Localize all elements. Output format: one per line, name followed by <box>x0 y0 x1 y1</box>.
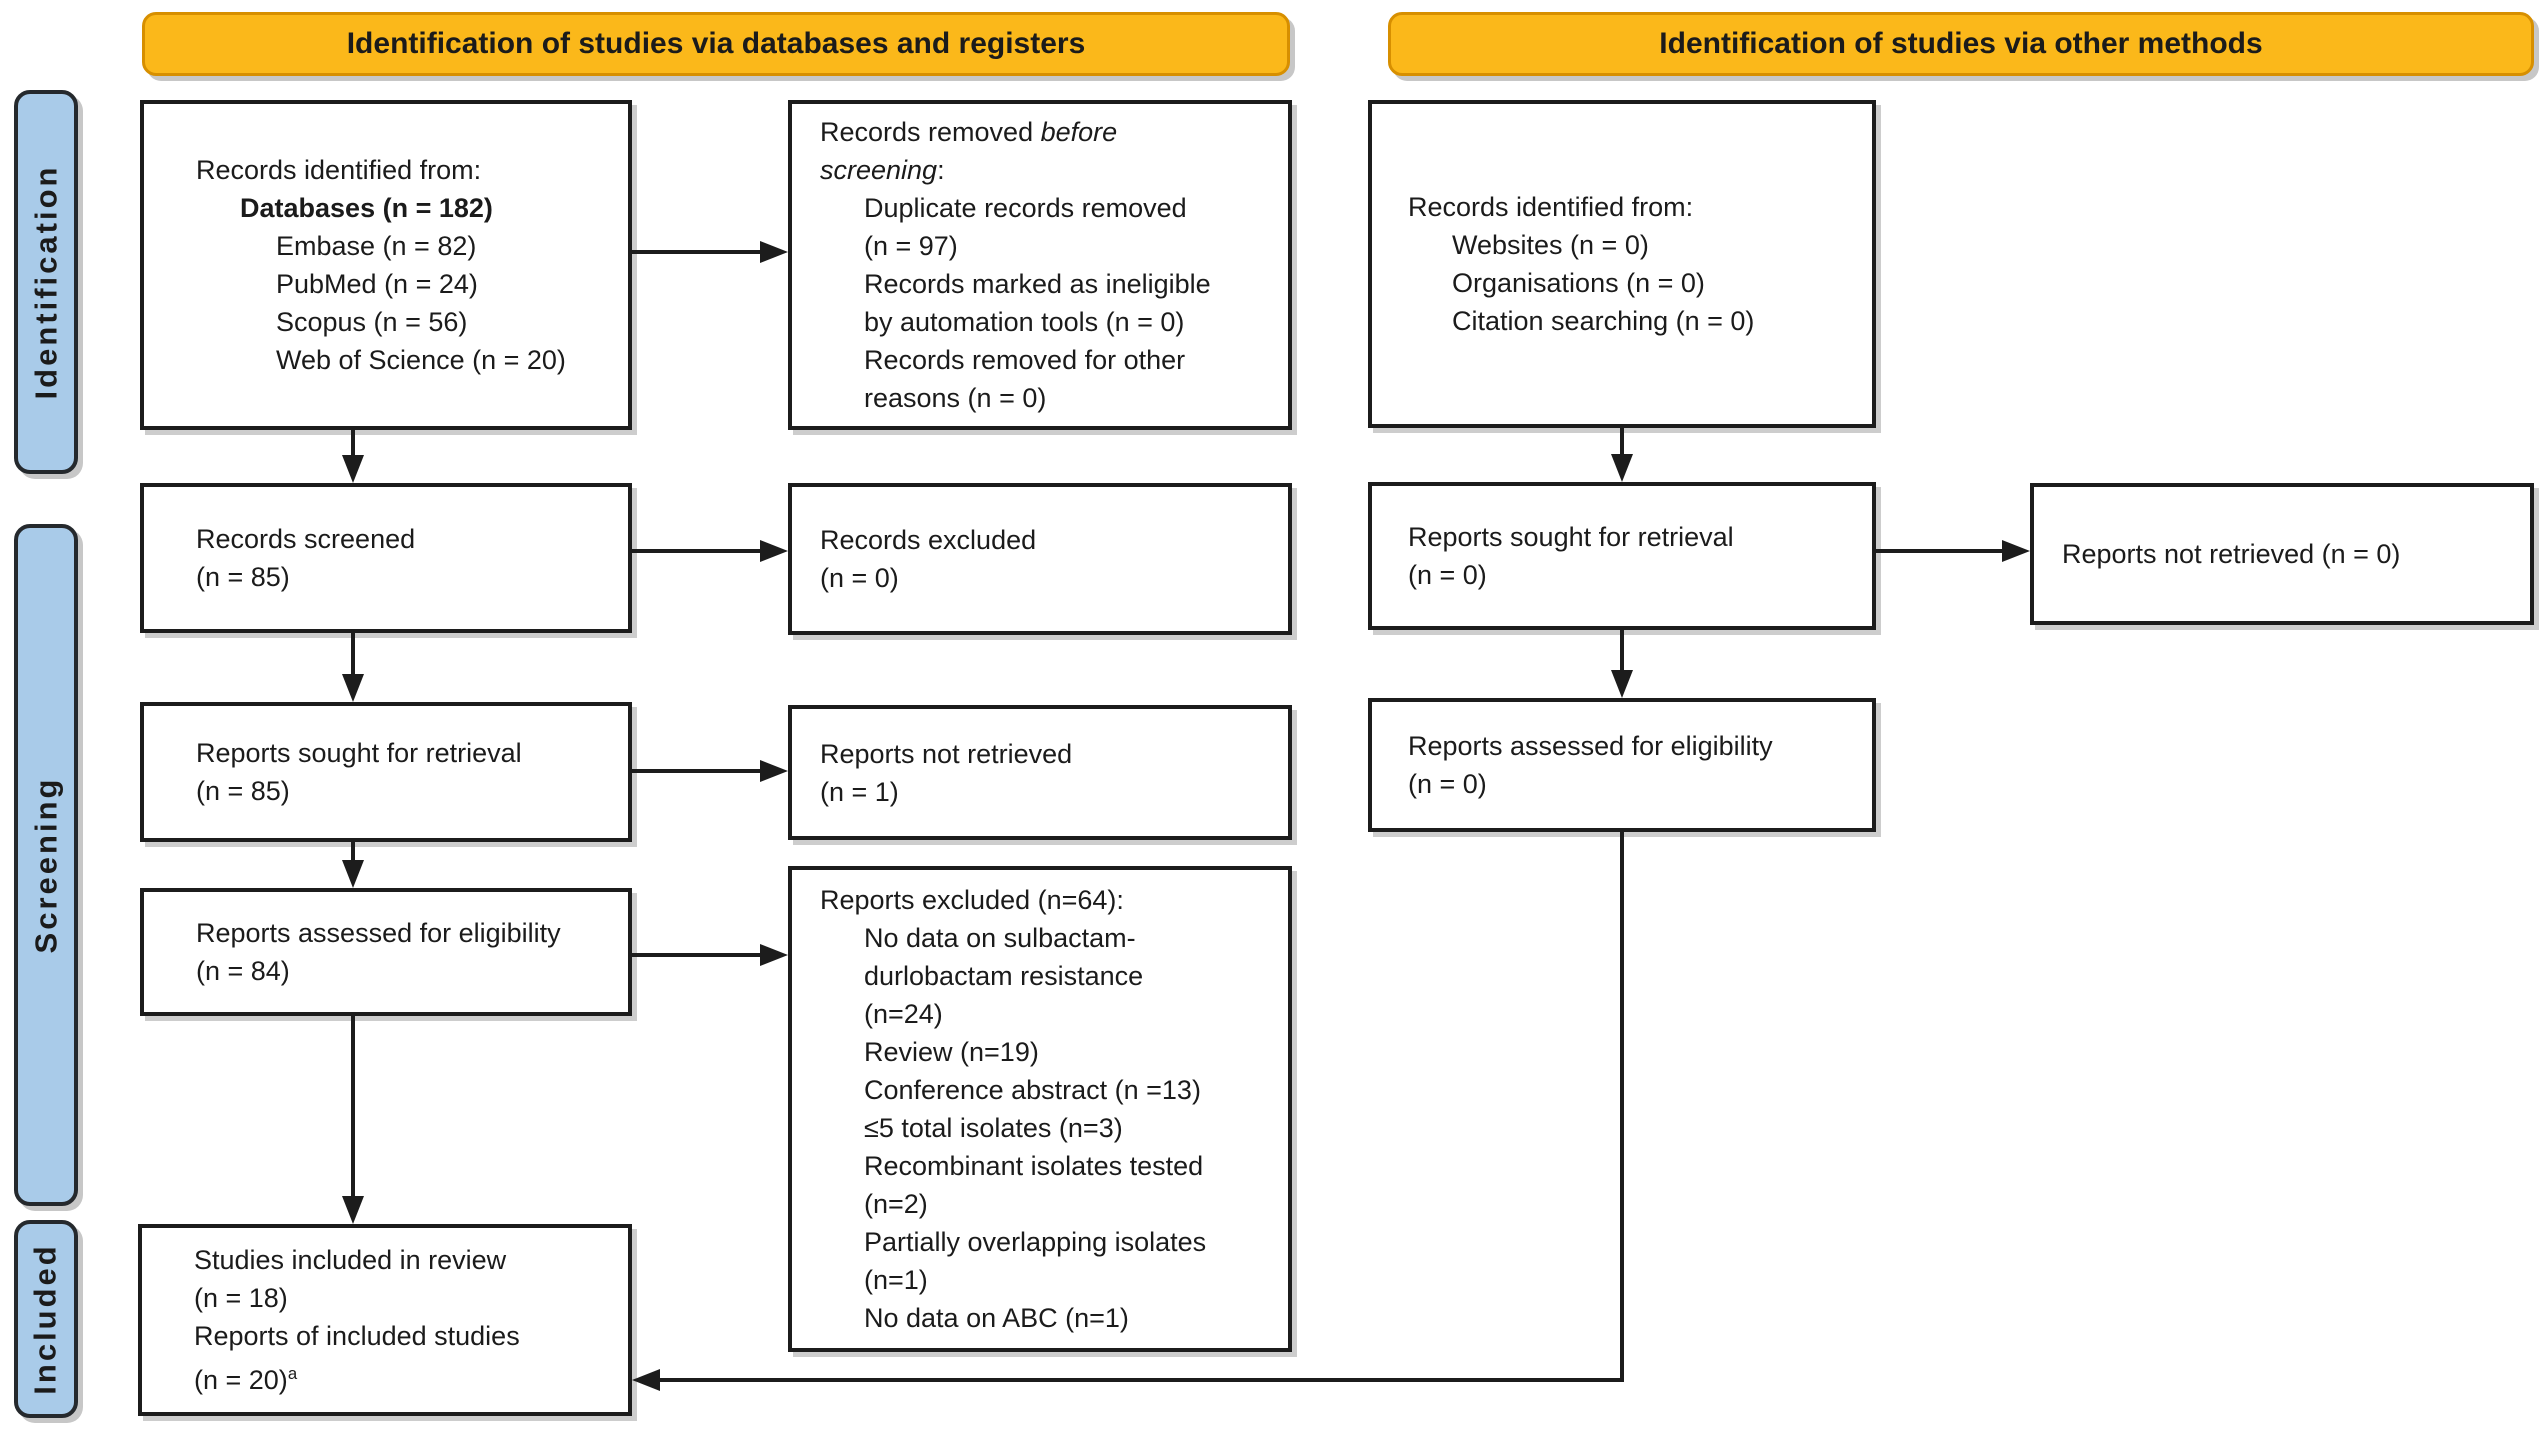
box-text-line: Scopus (n = 56) <box>276 307 468 337</box>
box-text-line: Reports assessed for eligibility <box>1408 731 1773 761</box>
box-text-line: (n = 18) <box>194 1283 288 1313</box>
box-text-line: Reports not retrieved (n = 0) <box>2062 539 2401 569</box>
arrow-other-sought-to-assessed <box>1611 630 1633 698</box>
box-text-line: reasons (n = 0) <box>864 383 1047 413</box>
box-text-line: Duplicate records removed <box>864 193 1187 223</box>
banner-other-methods-label: Identification of studies via other methods <box>1659 27 2263 60</box>
arrow-identified-to-screened <box>342 430 364 483</box>
box-text-line: screening: <box>820 155 945 185</box>
box-text-line: Databases (n = 182) <box>240 193 493 223</box>
box-text-line: Records identified from: <box>1408 192 1694 222</box>
box-text-line: Records removed for other <box>864 345 1186 375</box>
arrow-assessed-to-included <box>342 1016 364 1224</box>
box-text-line: (n=1) <box>864 1265 928 1295</box>
arrow-sought-to-assessed <box>342 842 364 888</box>
arrow-other-assessed-to-included <box>632 832 1622 1391</box>
box-text-line: Partially overlapping isolates <box>864 1227 1207 1257</box>
box-text-line: Citation searching (n = 0) <box>1452 306 1755 336</box>
box-text-line: (n=2) <box>864 1189 928 1219</box>
box-text-line: Recombinant isolates tested <box>864 1151 1204 1181</box>
box-text-line: PubMed (n = 24) <box>276 269 478 299</box>
box-text-line: No data on sulbactam- <box>864 923 1136 953</box>
box-text-line: Records marked as ineligible <box>864 269 1211 299</box>
box-text-line: (n = 0) <box>1408 560 1487 590</box>
box-text-line: Reports not retrieved <box>820 738 1073 769</box>
box-text-line: No data on ABC (n=1) <box>864 1303 1129 1333</box>
box-text-line: (n=24) <box>864 999 943 1029</box>
box-text-line: Records excluded <box>820 525 1037 555</box>
arrow-assessed-to-reports-excluded <box>632 944 788 966</box>
box-text-line: Conference abstract (n =13) <box>864 1075 1201 1105</box>
box-text-line: Web of Science (n = 20) <box>276 345 566 375</box>
arrow-identified-to-removed <box>632 241 788 263</box>
box-text-line: Reports sought for retrieval <box>1408 522 1734 552</box>
sidebar-included-label: Included <box>28 1243 64 1395</box>
box-text-line: Studies included in review <box>194 1245 507 1275</box>
box-text-line: Reports of included studies <box>194 1321 520 1351</box>
box-text-line: (n = 85) <box>196 562 290 592</box>
box-text-line: Organisations (n = 0) <box>1452 268 1705 298</box>
box-text-line: Records identified from: <box>196 155 482 185</box>
box-text-line: Reports excluded (n=64): <box>820 885 1124 915</box>
arrow-screened-to-sought <box>342 633 364 702</box>
box-text-line: Websites (n = 0) <box>1452 230 1649 260</box>
box-text-line: by automation tools (n = 0) <box>864 307 1185 337</box>
arrow-sought-to-not-retrieved <box>632 760 788 782</box>
box-text-line: Embase (n = 82) <box>276 231 477 261</box>
box-text-line: Records screened <box>196 524 416 554</box>
arrow-screened-to-excluded <box>632 540 788 562</box>
box-text-line: durlobactam resistance <box>864 961 1144 991</box>
box-text-line: ≤5 total isolates (n=3) <box>864 1113 1123 1143</box>
box-text-line: (n = 20)$^a$ <box>194 1364 298 1395</box>
box-text-line: (n = 0) <box>1408 769 1487 799</box>
box-text-line: Review (n=19) <box>864 1037 1039 1067</box>
box-text-line: Reports assessed for eligibility <box>196 918 561 948</box>
box-text-line: (n = 1) <box>820 776 899 807</box>
box-text-line: Records removed before <box>820 117 1118 147</box>
sidebar-identification-label: Identification <box>28 164 64 400</box>
arrow-other-sought-to-not-retrieved <box>1876 540 2030 562</box>
banner-databases-registers-label: Identification of studies via databases and registers <box>346 27 1086 60</box>
box-text-line: (n = 84) <box>196 956 290 986</box>
box-text-line: Reports sought for retrieval <box>196 738 522 768</box>
box-text-line: (n = 97) <box>864 231 958 261</box>
box-text-line: (n = 0) <box>820 563 899 593</box>
box-text-line: (n = 85) <box>196 776 290 806</box>
arrow-other-identified-to-sought <box>1611 428 1633 482</box>
sidebar-screening-label: Screening <box>28 776 64 954</box>
